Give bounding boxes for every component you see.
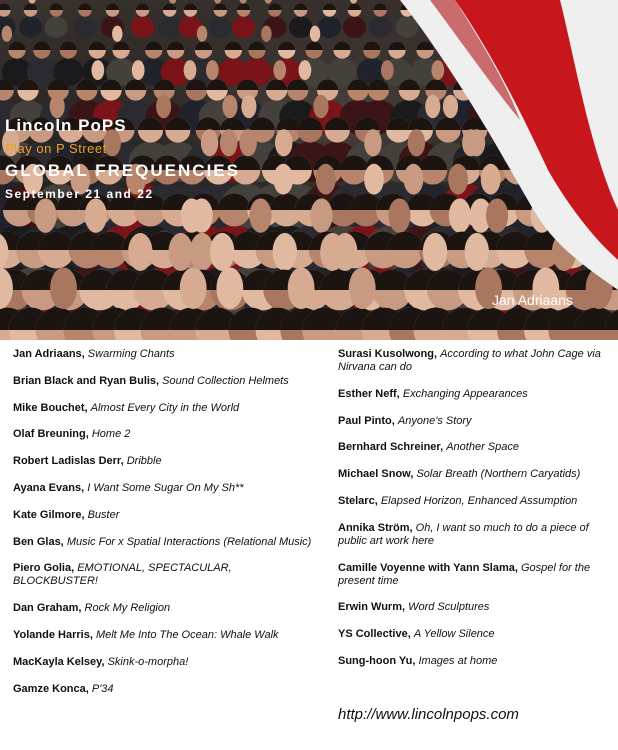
work-title: Sound Collection Helmets (162, 374, 289, 387)
artist-entry (13, 656, 318, 669)
organization-name: Lincoln PoPS (5, 116, 127, 135)
artist-name: Paul Pinto, (338, 414, 395, 427)
event-headline: GLOBAL FREQUENCIES (5, 161, 240, 180)
artist-entry (13, 536, 318, 549)
artist-name: Surasi Kusolwong, (338, 348, 438, 360)
artist-name: Jan Adriaans, (13, 348, 85, 360)
photo-credit: Jan Adriaans (492, 292, 573, 308)
website-link[interactable]: http://www.lincolnpops.com (338, 706, 519, 723)
artist-entry (13, 683, 318, 696)
artist-name: Robert Ladislas Derr, (13, 455, 124, 468)
artist-entry (338, 522, 613, 548)
artist-name: Stelarc, (338, 494, 378, 507)
artist-entry (338, 415, 613, 428)
hero-photo (0, 0, 618, 340)
artist-name: Piero Golia, (13, 562, 75, 575)
work-title: Home 2 (91, 428, 131, 441)
artist-entry (338, 495, 613, 508)
work-title: Another Space (446, 441, 519, 454)
artist-name: Camille Voyenne with Yann Slama, (338, 561, 518, 574)
work-title: Swarming Chants (87, 348, 175, 360)
artist-name: Yolande Harris, (13, 628, 93, 641)
artist-entry (338, 388, 613, 401)
artist-entry (338, 628, 613, 641)
artist-entry (13, 629, 318, 642)
artist-entry (13, 455, 318, 468)
work-title: Word Sculptures (408, 601, 490, 614)
artist-name: Dan Graham, (13, 602, 82, 615)
work-title: Elapsed Horizon, Enhanced Assumption (380, 494, 578, 507)
artist-name: Mike Bouchet, (13, 401, 88, 414)
work-title: According to what John Cage via Nirvana can do (338, 348, 601, 373)
artist-name: Gamze Konca, (13, 682, 89, 695)
work-title: P'34 (91, 682, 114, 695)
artist-entry (13, 482, 318, 495)
artist-name: Annika Ström, (338, 521, 413, 534)
event-subtitle: Play on P Street (5, 141, 107, 156)
work-title: A Yellow Silence (413, 628, 495, 641)
artist-entry (13, 562, 318, 588)
artist-name: Kate Gilmore, (13, 508, 85, 521)
artist-entry (338, 601, 613, 614)
event-dates: September 21 and 22 (5, 187, 154, 201)
work-title: Gospel for the present time (338, 561, 591, 587)
event-title-block (5, 116, 240, 201)
artist-name: Esther Neff, (338, 387, 400, 400)
artist-list-right (338, 348, 613, 682)
artist-entry (13, 402, 318, 415)
work-title: Images at home (418, 654, 498, 667)
artist-entry (338, 468, 613, 481)
work-title: EMOTIONAL, SPECTACULAR, BLOCKBUSTER! (13, 562, 232, 588)
work-title: Exchanging Appearances (402, 387, 528, 400)
artist-name: Michael Snow, (338, 468, 414, 481)
work-title: Almost Every City in the World (90, 401, 240, 414)
artist-name: Sung-hoon Yu, (338, 654, 416, 667)
work-title: Oh, I want so much to do a piece of public art work here (338, 521, 589, 547)
artist-name: Erwin Wurm, (338, 601, 406, 614)
artist-name: Ben Glas, (13, 535, 64, 548)
artist-name: Olaf Breuning, (13, 428, 89, 441)
work-title: Melt Me Into The Ocean: Whale Walk (95, 628, 279, 641)
work-title: I Want Some Sugar On My Sh** (87, 481, 244, 494)
artist-name: YS Collective, (338, 628, 411, 641)
artist-entry (13, 375, 318, 388)
artist-entry (13, 348, 318, 361)
artist-entry (338, 348, 613, 374)
artist-entry (13, 602, 318, 615)
work-title: Anyone's Story (397, 414, 472, 427)
work-title: Buster (87, 508, 120, 521)
artist-list-left (13, 348, 318, 709)
artist-name: Bernhard Schreiner, (338, 441, 444, 454)
artist-entry (338, 441, 613, 454)
artist-entry (338, 562, 613, 588)
work-title: Solar Breath (Northern Caryatids) (416, 468, 581, 481)
artist-entry (338, 655, 613, 668)
work-title: Rock My Religion (84, 602, 171, 615)
artist-entry (13, 509, 318, 522)
work-title: Skink-o-morpha! (107, 655, 189, 668)
work-title: Music For x Spatial Interactions (Relational Music) (66, 535, 312, 548)
work-title: Dribble (126, 455, 162, 468)
artist-entry (13, 428, 318, 441)
artist-name: MacKayla Kelsey, (13, 655, 105, 668)
artist-name: Brian Black and Ryan Bulis, (13, 374, 160, 387)
artist-name: Ayana Evans, (13, 481, 85, 494)
